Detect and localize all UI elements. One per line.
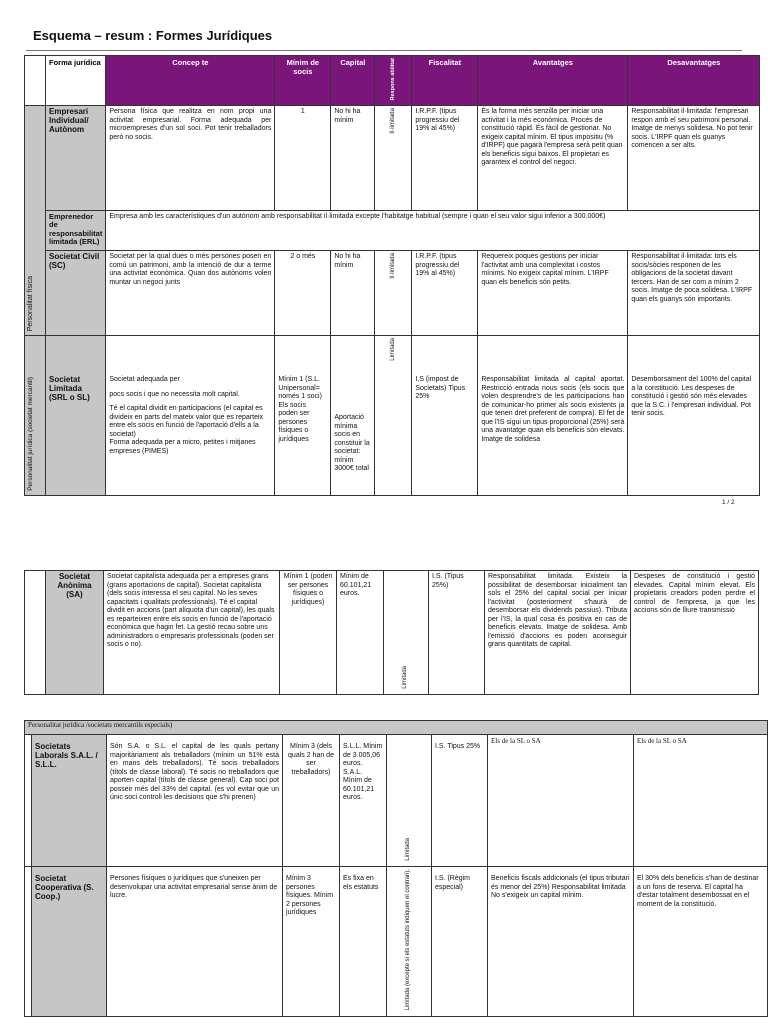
avantatges-laborals: Els de la SL o SA <box>488 735 634 867</box>
header-forma: Forma jurídica <box>46 56 106 106</box>
responsabilitat-empresari: Il·limitada <box>375 106 412 211</box>
forms-table-part-1 <box>24 55 760 496</box>
fiscalitat-civil: I.R.P.F. (tipus progressiu del 19% al 45%) <box>412 251 478 336</box>
avantatges-empresari: És la forma més senzilla per iniciar una activitat i la més econòmica. Procés de constitució ràpid. És fàcil de gestionar. No exigeix capital mínim. El tipus impositiu (% d'IRPF) que pagarà l'empresa serà petit quan els beneficis sigui baixos. El propietari es garanteix el control del negoci. <box>478 106 628 211</box>
desavantatges-civil: Responsabilitat il·limitada: tots els socis/sòcies responen de les obligacions de la societat davant tercers. Han de ser com a mínim 2 socis. Imatge de poca solidesa. L'IRPF quan els guanys són importants. <box>628 251 760 336</box>
header-fiscalitat: Fiscalitat <box>412 56 478 106</box>
row-laborals <box>25 735 768 867</box>
name-anonima: Societat Anònima (SA) <box>46 571 104 695</box>
forms-table-part-2 <box>24 570 759 695</box>
concepte-cooperativa: Persones físiques o jurídiques que s'uneixen per desenvolupar una activitat empresarial sense ànim de lucre. <box>107 867 283 1017</box>
desavantatges-cooperativa: El 30% dels beneficis s'han de destinar a un fons de reserva. El capital ha d'estar totalment desembossat en el moment de la constitució. <box>634 867 768 1017</box>
row-limitada <box>25 336 760 496</box>
header-responsabilitat: Respons abilitat <box>375 56 412 106</box>
capital-cooperativa: Es fixa en els estatuts <box>340 867 387 1017</box>
concepte-limitada-line-1: Societat adequada per <box>109 376 180 383</box>
band-especials: Personalitat jurídica /societats mercantils especials) <box>25 721 768 735</box>
responsabilitat-anonima: Limitada <box>384 571 429 695</box>
header-concepte: Concep te <box>106 56 275 106</box>
concepte-anonima: Societat capitalista adequada per a empreses grans (grans aportacions de capital). Societat capitalista (dels socis interessa el seu capital. No les seves capacitats i qualitats professionals). Té el capital dividit en accions (part alíquota d'un capital), les quals es reparteixen entre els socis en funció de l'aportació econòmica que hagin fet. La gestió recau sobre uns administradors o empresaris professionals (poden ser socis o no). <box>104 571 280 695</box>
minim-civil: 2 o més <box>275 251 331 336</box>
side-blank-cooperativa <box>25 867 32 1017</box>
row-cooperativa <box>25 867 768 1017</box>
header-row <box>25 56 760 106</box>
name-empresari: Empresari Individual/ Autònom <box>46 106 106 211</box>
minim-cooperativa: Mínim 3 persones físiques. Mínim 2 persones jurídiques <box>283 867 340 1017</box>
fiscalitat-laborals: I.S. Tipus 25% <box>432 735 488 867</box>
title-divider <box>26 50 742 51</box>
avantatges-anonima: Responsabilitat limitada. Existeix la possibilitat de desemborsar inicialment tan sols el 25% del capital social per iniciar l'activitat (posteriorment s'haurà de desemborsar els dividends passius). Tributa per l'IS, la qual cosa és positiva en cas de beneficis elevats. Imatge de solidesa. Amb l'emissió d'accions es poden aconseguir grans quantitats de capital. <box>485 571 631 695</box>
minim-limitada: Mínim 1 (S.L. Unipersonal= només 1 soci) Els socis poden ser persones físiques o jurídiques <box>275 336 331 496</box>
row-civil <box>25 251 760 336</box>
capital-anonima: Mínim de 60.101,21 euros. <box>337 571 384 695</box>
row-emprenedor <box>25 211 760 251</box>
minim-laborals: Mínim 3 (dels quals 2 han de ser treballadors) <box>283 735 340 867</box>
responsabilitat-limitada: Limitada <box>375 336 412 496</box>
header-minim: Mínim de socis <box>275 56 331 106</box>
side-label-mercantil: Personalitat jurídica (societat mercantil) <box>25 336 46 496</box>
header-desavantatges: Desavantatges <box>628 56 760 106</box>
concepte-limitada-line-2: pocs socis i que no necessita molt capital. <box>109 390 240 398</box>
name-civil: Societat Civil (SC) <box>46 251 106 336</box>
avantatges-limitada: Responsabilitat limitada al capital aportat. Restricció entrada nous socis (els socis que volen desprendre's de les participacions han de comunicar-ho primer als socis existents ja que tenen dret preferent de compra). El fet de que l'IS sigui un tipus proporcional (25%) serà una avantatge quan els beneficis són elevats. Imatge de solidesa <box>478 336 628 496</box>
desavantatges-anonima: Despeses de constitució i gestió elevades. Capital mínim elevat. Els propietaris creadors poden perdre el control de l'empresa, ja que les accions són de lliure transmissió <box>631 571 759 695</box>
minim-anonima: Mínim 1 (poden ser persones físiques o jurídiques) <box>280 571 337 695</box>
minim-empresari: 1 <box>275 106 331 211</box>
side-blank <box>25 571 46 695</box>
concepte-empresari: Persona física que realitza en nom propi una activitat empresarial. Forma adequada per microempreses d'un sol soci. Pot tenir treballadors però no socis. <box>106 106 275 211</box>
concepte-limitada-line-3: Té el capital dividit en participacions (el capital es divideix en parts del mateix valor que es reparteix entre els socis en funció de l'aportació d'ells a la societat) <box>109 405 264 438</box>
capital-empresari: No hi ha mínim <box>331 106 375 211</box>
page-number: 1 / 2 <box>722 499 735 506</box>
concepte-emprenedor: Empresa amb les característiques d'un autònom amb responsabilitat il·limitada excepte l'habitatge habitual (sempre i quan el seu valor sigui inferior a 300.000€) <box>106 211 760 251</box>
fiscalitat-empresari: I.R.P.F. (tipus progressiu del 19% al 45%) <box>412 106 478 211</box>
forms-table-part-3 <box>24 720 768 1017</box>
concepte-limitada <box>106 336 275 496</box>
header-corner <box>25 56 46 106</box>
responsabilitat-laborals: Limitada <box>387 735 432 867</box>
concepte-laborals: Són S.A. o S.L. el capital de les quals pertany majoritàriament als treballadors (mínim un 51% està en mans dels treballadors). Té socis treballadors (títols de classe laboral). Té socis no treballadors que aporten capital (títols de classe general). Cap soci pot posseir més del 33% del capital. (es vol evitar que un únic soci controli les decisions que s'hi prenen) <box>107 735 283 867</box>
responsabilitat-cooperativa: Limitada (excepte si els estatuts indiquen el contrari). <box>387 867 432 1017</box>
concepte-civil: Societat per la qual dues o més persones posen en comú un patrimoni, amb la intenció de dur a terme una activitat econòmica. Quan dos autònoms volen muntar un negoci junts <box>106 251 275 336</box>
desavantatges-empresari: Responsabilitat il·limitada: l'empresari respon amb el seu patrimoni personal. Imatge de menys solidesa. No pot tenir socis. L'IRPF quan els guanys comencen a ser alts. <box>628 106 760 211</box>
capital-limitada: Aportació mínima socis en constituir la societat: mínim 3000€ total <box>331 336 375 496</box>
capital-laborals: S.L.L. Mínim de 3.005,06 euros. S.A.L. Mínim de 60.101,21 euros. <box>340 735 387 867</box>
name-limitada: Societat Limitada (SRL o SL) <box>46 336 106 496</box>
header-avantatges: Avantatges <box>478 56 628 106</box>
name-laborals: Societats Laborals S.A.L. / S.L.L. <box>32 735 107 867</box>
side-label-fisica: Personalitat física <box>25 106 46 336</box>
row-anonima <box>25 571 759 695</box>
avantatges-civil: Requereix poques gestions per iniciar l'activitat amb una complexitat i costos mínims. No exigeix capital mínim. L'IRPF quan els beneficis són petits. <box>478 251 628 336</box>
fiscalitat-limitada: I.S (impost de Societats) Tipus 25% <box>412 336 478 496</box>
row-especials-band <box>25 721 768 735</box>
side-blank-laborals <box>25 735 32 867</box>
row-empresari <box>25 106 760 211</box>
header-capital: Capital <box>331 56 375 106</box>
fiscalitat-cooperativa: I.S. (Règim especial) <box>432 867 488 1017</box>
name-emprenedor: Emprenedor de responsabilitat limitada (ERL) <box>46 211 106 251</box>
fiscalitat-anonima: I.S. (Tipus 25%) <box>429 571 485 695</box>
page-title: Esquema – resum : Formes Jurídiques <box>33 28 273 43</box>
desavantatges-limitada: Desemborsament del 100% del capital a la constitució. Les despeses de constitució i gestió són més elevades que la S.C. i l'empresari individual. Pot tenir socis. <box>628 336 760 496</box>
responsabilitat-civil: Il·limitada <box>375 251 412 336</box>
name-cooperativa: Societat Cooperativa (S. Coop.) <box>32 867 107 1017</box>
capital-civil: No hi ha mínim <box>331 251 375 336</box>
desavantatges-laborals: Els de la SL o SA <box>634 735 768 867</box>
concepte-limitada-line-4: Forma adequada per a micro, petites i mitjanes empreses (PIMES) <box>109 439 256 455</box>
avantatges-cooperativa: Beneficis fiscals addicionals (el tipus tributari és menor del 25%) Responsabilitat limitada No s'exigeix un capital mínim. <box>488 867 634 1017</box>
